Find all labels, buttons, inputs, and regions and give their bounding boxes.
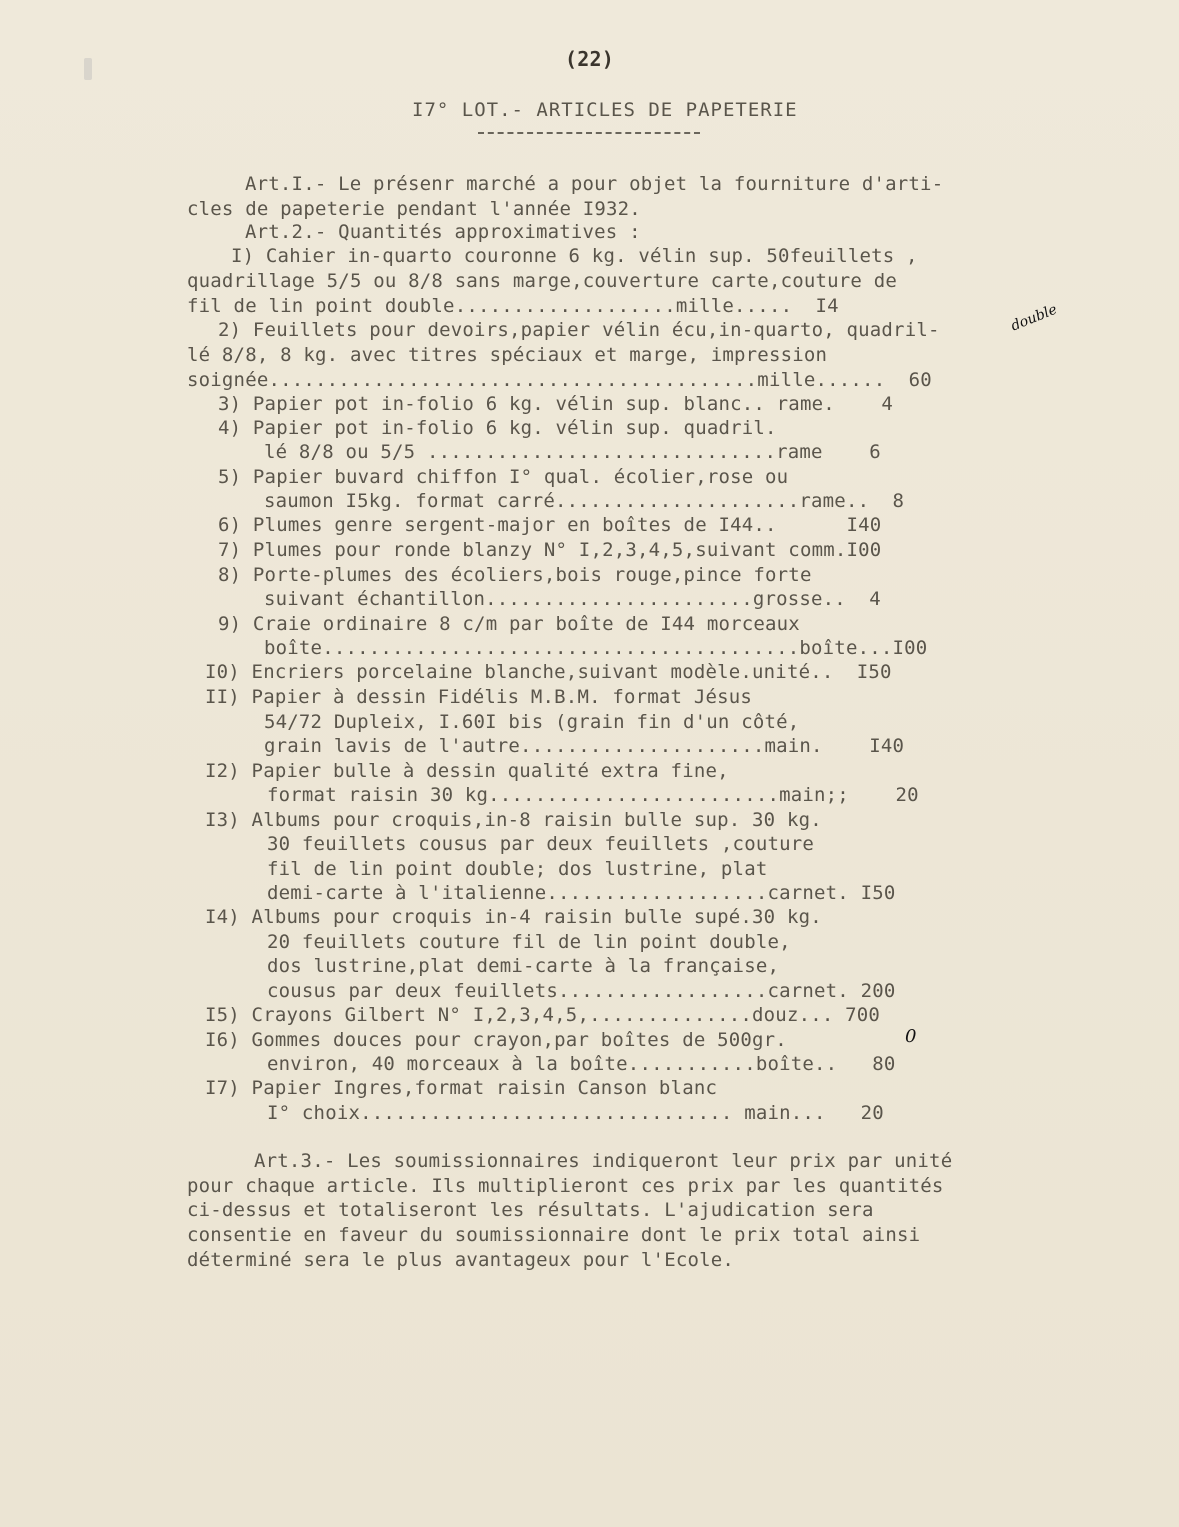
item-line: 6) Plumes genre sergent-major en boîtes de I44.. I40: [218, 514, 882, 536]
item-line: grain lavis de l'autre.....................main. I40: [264, 735, 905, 757]
item-line: boîte.........................................boîte...I00: [264, 637, 928, 659]
art3-line-3: ci-dessus et totaliseront les résultats. L'ajudication sera: [187, 1199, 874, 1221]
item-line: I4) Albums pour croquis in-4 raisin bulle supé.30 kg.: [205, 906, 822, 928]
item-line: I0) Encriers porcelaine blanche,suivant modèle.unité.. I50: [205, 661, 892, 683]
item-line: cousus par deux feuillets..................carnet. 200: [267, 980, 896, 1002]
item-line: 5) Papier buvard chiffon I° qual. écolier,rose ou: [218, 466, 789, 488]
item-line: II) Papier à dessin Fidélis M.B.M. format Jésus: [205, 686, 753, 708]
art2-title: Art.2.- Quantités approximatives :: [245, 221, 641, 243]
heading-underline: [478, 132, 700, 134]
item-line: 7) Plumes pour ronde blanzy N° I,2,3,4,5,suivant comm.I00: [218, 539, 882, 561]
handwritten-note: double: [1008, 301, 1060, 335]
art3-line-5: déterminé sera le plus avantageux pour l'Ecole.: [187, 1249, 735, 1271]
art1-line-2: cles de papeterie pendant l'année I932.: [187, 198, 641, 220]
item-line: environ, 40 morceaux à la boîte...........boîte.. 80: [267, 1053, 896, 1075]
item-line: dos lustrine,plat demi-carte à la française,: [267, 955, 780, 977]
item-line: I3) Albums pour croquis,in-8 raisin bulle sup. 30 kg.: [205, 809, 822, 831]
item-line: 9) Craie ordinaire 8 c/m par boîte de I44 morceaux: [218, 613, 800, 635]
item-line: soignée..........................................mille...... 60: [187, 369, 932, 391]
paper-speck: [84, 58, 92, 80]
item-line: 20 feuillets couture fil de lin point double,: [267, 931, 791, 953]
item-line: 4) Papier pot in-folio 6 kg. vélin sup. quadril.: [218, 417, 777, 439]
item-line: 30 feuillets cousus par deux feuillets ,couture: [267, 833, 815, 855]
item-line: lé 8/8 ou 5/5 ..............................rame 6: [264, 441, 881, 463]
item-line: 3) Papier pot in-folio 6 kg. vélin sup. blanc.. rame. 4: [218, 393, 894, 415]
item-line: I7) Papier Ingres,format raisin Canson blanc: [205, 1077, 718, 1099]
item-line: saumon I5kg. format carré.....................rame.. 8: [264, 490, 905, 512]
item-line: 8) Porte-plumes des écoliers,bois rouge,pince forte: [218, 564, 812, 586]
art1-line-1: Art.I.- Le présenr marché a pour objet la fourniture d'arti-: [245, 173, 944, 195]
item-line: 54/72 Dupleix, I.60I bis (grain fin d'un côté,: [264, 711, 800, 733]
item-line: fil de lin point double...................mille..... I4: [187, 295, 839, 317]
item-line: 2) Feuillets pour devoirs,papier vélin écu,in-quarto, quadril-: [218, 319, 940, 341]
item-line: I) Cahier in-quarto couronne 6 kg. vélin sup. 50feuillets ,: [231, 245, 918, 267]
page-number: (22): [565, 47, 614, 71]
handwritten-correction: 0: [905, 1026, 917, 1047]
lot-heading: I7° LOT.- ARTICLES DE PAPETERIE: [412, 99, 798, 121]
item-line: suivant échantillon.......................grosse.. 4: [264, 588, 881, 610]
item-line: I° choix................................ main... 20: [267, 1102, 884, 1124]
item-line: lé 8/8, 8 kg. avec titres spéciaux et marge, impression: [187, 344, 828, 366]
art3-line-4: consentie en faveur du soumissionnaire dont le prix total ainsi: [187, 1224, 921, 1246]
item-line: I6) Gommes douces pour crayon,par boîtes de 500gr.: [205, 1029, 787, 1051]
item-line: demi-carte à l'italienne...................carnet. I50: [267, 882, 896, 904]
item-line: fil de lin point double; dos lustrine, plat: [267, 858, 768, 880]
item-line: quadrillage 5/5 ou 8/8 sans marge,couverture carte,couture de: [187, 270, 897, 292]
art3-line-1: Art.3.- Les soumissionnaires indiqueront leur prix par unité: [254, 1150, 953, 1172]
item-line: format raisin 30 kg.........................main;; 20: [267, 784, 919, 806]
art3-line-2: pour chaque article. Ils multiplieront ces prix par les quantités: [187, 1175, 944, 1197]
item-line: I2) Papier bulle à dessin qualité extra fine,: [205, 760, 729, 782]
item-line: I5) Crayons Gilbert N° I,2,3,4,5,..............douz... 700: [205, 1004, 881, 1026]
